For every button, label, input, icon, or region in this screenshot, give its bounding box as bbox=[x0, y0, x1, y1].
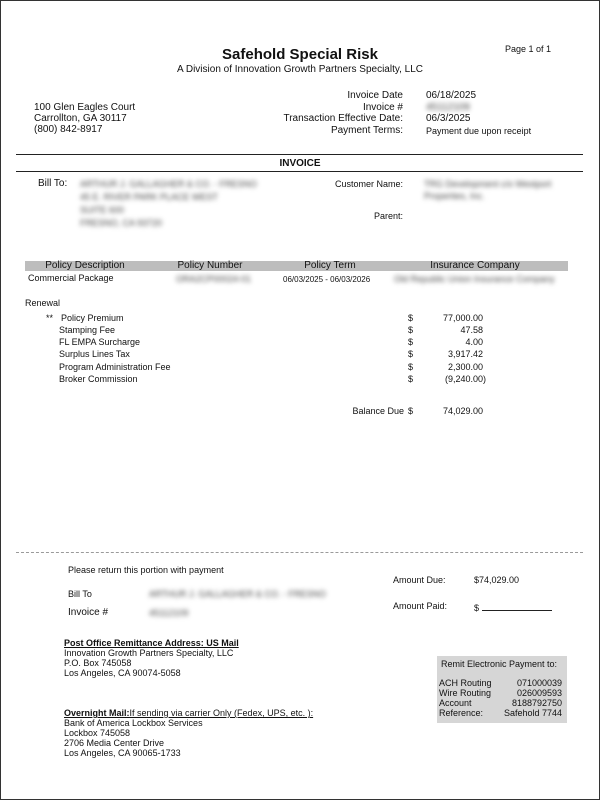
charge-label: Stamping Fee bbox=[59, 325, 116, 335]
payment-terms-label: Payment Terms: bbox=[330, 125, 403, 136]
electronic-payment-box bbox=[437, 656, 567, 723]
stub-invoice-label: Invoice # bbox=[68, 607, 109, 618]
charge-currency: $ bbox=[408, 374, 414, 384]
policy-term: 06/03/2025 - 06/03/2026 bbox=[283, 275, 371, 284]
policy-table-header: Policy Term bbox=[304, 260, 356, 271]
account-label: Account bbox=[439, 698, 472, 708]
bill-to-line: FRESNO, CA 93720 bbox=[80, 218, 163, 228]
charge-currency: $ bbox=[408, 337, 414, 347]
company-address-line1: 100 Glen Eagles Court bbox=[34, 102, 136, 113]
invoice-number: 45112109 bbox=[426, 102, 470, 113]
invoice-top-rule bbox=[16, 154, 583, 155]
policy-table-header: Insurance Company bbox=[430, 260, 520, 271]
electronic-payment-title: Remit Electronic Payment to: bbox=[441, 659, 558, 669]
charge-row bbox=[0, 325, 600, 337]
balance-due-currency: $ bbox=[408, 406, 414, 416]
charge-amount: 77,000.00 bbox=[442, 313, 483, 323]
bill-to-label: Bill To: bbox=[38, 178, 68, 189]
charge-amount: (9,240.00) bbox=[444, 374, 486, 384]
return-note: Please return this portion with payment bbox=[68, 565, 224, 575]
overnight-address-line: Lockbox 745058 bbox=[64, 728, 131, 738]
bill-to-line: ARTHUR J. GALLAGHER & CO. - FRESNO bbox=[80, 179, 257, 189]
invoice-number-label: Invoice # bbox=[362, 102, 403, 113]
customer-name-line: TRG Development c/o Westport bbox=[424, 179, 552, 189]
company-address-line2: Carrollton, GA 30117 bbox=[34, 113, 127, 124]
invoice-heading: INVOICE bbox=[279, 158, 321, 169]
po-address-line: P.O. Box 745058 bbox=[64, 658, 132, 668]
charge-row bbox=[0, 374, 600, 386]
insurance-company: Old Republic Union Insurance Company bbox=[394, 274, 555, 284]
effective-date: 06/3/2025 bbox=[426, 113, 471, 124]
reference-value: Safehold 7744 bbox=[503, 708, 562, 718]
amount-paid-label: Amount Paid: bbox=[393, 601, 448, 611]
invoice-date-label: Invoice Date bbox=[347, 90, 403, 101]
charges-section-label: Renewal bbox=[25, 298, 61, 308]
wire-routing-value: 026009593 bbox=[516, 688, 562, 698]
amount-paid-field[interactable] bbox=[474, 601, 552, 613]
charge-row bbox=[0, 337, 600, 349]
charge-amount: 3,917.42 bbox=[447, 349, 483, 359]
charge-currency: $ bbox=[408, 349, 414, 359]
effective-date-label: Transaction Effective Date: bbox=[283, 113, 403, 124]
po-remittance-heading: Post Office Remittance Address: US Mail bbox=[64, 638, 239, 648]
po-address-line: Los Angeles, CA 90074-5058 bbox=[64, 668, 181, 678]
stub-bill-to-label: Bill To bbox=[68, 589, 92, 599]
charge-row bbox=[0, 362, 600, 374]
charge-row bbox=[0, 349, 600, 361]
ach-routing-label: ACH Routing bbox=[439, 678, 492, 688]
parent-label: Parent: bbox=[373, 211, 403, 221]
premium-marker: ** bbox=[46, 313, 54, 323]
overnight-address-line: Los Angeles, CA 90065-1733 bbox=[64, 748, 181, 758]
amount-due-label: Amount Due: bbox=[393, 575, 446, 585]
balance-due-label: Balance Due bbox=[352, 406, 404, 416]
charge-label: Policy Premium bbox=[61, 313, 124, 323]
overnight-address-line: Bank of America Lockbox Services bbox=[64, 718, 203, 728]
charge-amount: 4.00 bbox=[465, 337, 483, 347]
overnight-address-line: 2706 Media Center Drive bbox=[64, 738, 165, 748]
bill-to-line: 45 E. RIVER PARK PLACE WEST bbox=[80, 192, 218, 202]
stub-invoice-value: 45112109 bbox=[149, 608, 189, 618]
policy-table-header: Policy Number bbox=[177, 260, 243, 271]
charge-label: Surplus Lines Tax bbox=[59, 349, 130, 359]
amount-paid-currency: $ bbox=[474, 603, 480, 613]
charge-currency: $ bbox=[408, 313, 414, 323]
wire-routing-label: Wire Routing bbox=[439, 688, 492, 698]
charge-label: Broker Commission bbox=[59, 374, 138, 384]
customer-name-label: Customer Name: bbox=[334, 179, 403, 189]
company-name: Safehold Special Risk bbox=[222, 46, 378, 63]
charge-amount: 47.58 bbox=[460, 325, 483, 335]
page-number: Page 1 of 1 bbox=[505, 44, 552, 54]
po-address-line: Innovation Growth Partners Specialty, LLC bbox=[64, 648, 234, 658]
policy-number: ORA2CP00024-01 bbox=[176, 274, 252, 284]
charge-currency: $ bbox=[408, 325, 414, 335]
company-division: A Division of Innovation Growth Partners Specialty, LLC bbox=[176, 64, 424, 75]
charge-label: Program Administration Fee bbox=[59, 362, 171, 372]
stub-bill-to-value: ARTHUR J. GALLAGHER & CO. - FRESNO bbox=[149, 589, 326, 599]
overnight-heading-bold: Overnight Mail: bbox=[64, 708, 130, 718]
balance-due-amount: 74,029.00 bbox=[442, 406, 483, 416]
ach-routing-value: 071000039 bbox=[516, 678, 562, 688]
invoice-date: 06/18/2025 bbox=[426, 90, 477, 101]
amount-paid-blank[interactable] bbox=[482, 601, 552, 611]
policy-description: Commercial Package bbox=[28, 273, 114, 283]
charge-currency: $ bbox=[408, 362, 414, 372]
tear-off-line bbox=[16, 552, 583, 553]
invoice-bottom-rule bbox=[16, 171, 583, 172]
charge-label: FL EMPA Surcharge bbox=[59, 337, 141, 347]
customer-name-line: Properties, Inc. bbox=[424, 191, 485, 201]
overnight-heading-note: If sending via carrier Only (Fedex, UPS, etc. ): bbox=[129, 708, 314, 718]
account-value: 8188792750 bbox=[511, 698, 562, 708]
charge-row bbox=[0, 313, 600, 325]
reference-label: Reference: bbox=[439, 708, 484, 718]
overnight-heading bbox=[64, 708, 313, 718]
amount-due-value: $74,029.00 bbox=[474, 575, 520, 585]
bill-to-line: SUITE 600 bbox=[80, 205, 125, 215]
payment-terms: Payment due upon receipt bbox=[426, 126, 532, 136]
company-phone: (800) 842-8917 bbox=[34, 124, 103, 135]
charge-amount: 2,300.00 bbox=[447, 362, 483, 372]
policy-table-header: Policy Description bbox=[45, 260, 125, 271]
